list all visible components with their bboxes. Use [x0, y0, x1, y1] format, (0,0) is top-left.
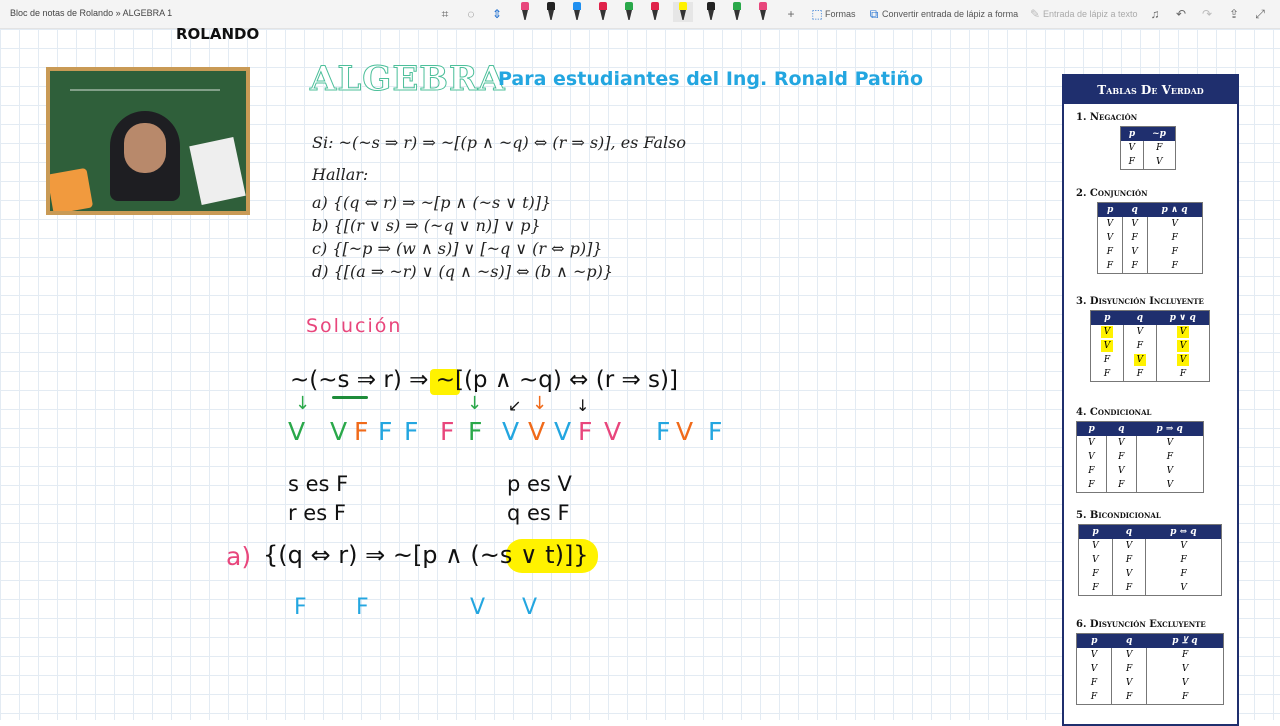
- table-cell: F: [1146, 553, 1222, 567]
- hallar-label: Hallar:: [312, 165, 369, 184]
- ink-to-text-label: Entrada de lápiz a texto: [1043, 9, 1138, 19]
- truth-value: F: [656, 417, 671, 446]
- pen-icon[interactable]: [650, 2, 660, 22]
- table-cell: F: [1122, 231, 1147, 245]
- table-cell: V: [1112, 676, 1147, 690]
- truth-value: F: [578, 417, 593, 446]
- a-expression: {(q ⇔ r) ⇒ ~[p ∧ (~s ∨ t)]}: [263, 541, 589, 569]
- table-cell: V: [1106, 436, 1136, 450]
- table-cell: F: [1077, 676, 1112, 690]
- table-row: [1077, 436, 1204, 450]
- truth-value: V: [288, 417, 306, 446]
- table-cell: F: [1147, 648, 1224, 662]
- arrow-down-icon: ↓: [295, 393, 311, 414]
- truth-value: F: [468, 417, 483, 446]
- note-canvas[interactable]: [0, 25, 1280, 720]
- table-header: p ∨ q: [1156, 311, 1209, 326]
- table-header: p ∧ q: [1147, 203, 1202, 218]
- table-cell: V: [1136, 436, 1203, 450]
- table-header: ~p: [1143, 127, 1175, 142]
- table-cell: V: [1091, 339, 1124, 353]
- pen-icon[interactable]: [546, 2, 556, 22]
- bicondicional-label: 5. Bicondicional: [1076, 510, 1161, 521]
- arrow-down-icon: ↙: [508, 396, 522, 415]
- header-subtitle: Para estudiantes del Ing. Ronald Patiño: [498, 68, 924, 90]
- table-row: [1098, 245, 1203, 259]
- table-cell: V: [1147, 217, 1202, 231]
- truth-value: F: [708, 417, 723, 446]
- table-cell: F: [1112, 690, 1147, 705]
- table-cell: F: [1156, 367, 1209, 382]
- condicional-label: 4. Condicional: [1076, 407, 1152, 418]
- disy-exc-label: 6. Disyunción Excluyente: [1076, 619, 1206, 630]
- condicional-table: [1076, 421, 1204, 493]
- table-header: p ⇒ q: [1136, 422, 1203, 437]
- truth-value: F: [404, 417, 419, 446]
- undo-icon[interactable]: ↶: [1175, 7, 1187, 21]
- table-row: [1077, 690, 1224, 705]
- arrow-down-icon: ↓: [467, 393, 483, 414]
- lasso-icon[interactable]: ◌: [467, 7, 475, 21]
- bicondicional-table: [1078, 524, 1222, 596]
- table-cell: V: [1077, 648, 1112, 662]
- table-cell: V: [1112, 567, 1146, 581]
- table-header: p: [1098, 203, 1123, 218]
- a-truth-value: V: [522, 595, 538, 620]
- add-space-icon[interactable]: ⇕: [491, 7, 503, 21]
- table-row: [1098, 259, 1203, 274]
- table-header: p ⇔ q: [1146, 525, 1222, 540]
- table-header: p: [1077, 422, 1107, 437]
- table-cell: F: [1098, 245, 1123, 259]
- pen-icon[interactable]: [520, 2, 530, 22]
- table-row: [1079, 539, 1222, 553]
- table-cell: F: [1147, 259, 1202, 274]
- solucion-heading: Solución: [306, 315, 403, 337]
- s-value: s es F: [288, 472, 349, 496]
- bell-icon[interactable]: ♫: [1150, 7, 1160, 21]
- shapes-label: Formas: [825, 9, 856, 19]
- table-cell: F: [1077, 464, 1107, 478]
- table-cell: V: [1112, 539, 1146, 553]
- table-row: [1077, 450, 1204, 464]
- arrow-down-icon: ↓: [576, 396, 590, 415]
- table-cell: F: [1123, 367, 1156, 382]
- a-truth-value: F: [294, 595, 307, 620]
- conjuncion-label: 2. Conjunción: [1076, 188, 1148, 199]
- table-row: [1077, 478, 1204, 493]
- share-icon[interactable]: ⇪: [1228, 7, 1240, 21]
- table-cell: V: [1112, 648, 1147, 662]
- pen-icon[interactable]: [673, 2, 693, 22]
- table-cell: V: [1077, 662, 1112, 676]
- table-header: q: [1112, 525, 1146, 540]
- truth-value: V: [554, 417, 572, 446]
- table-cell: F: [1098, 259, 1123, 274]
- negacion-label: 1. Negación: [1076, 112, 1138, 123]
- table-row: [1091, 339, 1210, 353]
- disy-exc-table: [1076, 633, 1224, 705]
- truth-value: V: [330, 417, 348, 446]
- disy-inc-table: [1090, 310, 1210, 382]
- table-cell: F: [1106, 450, 1136, 464]
- table-row: [1077, 648, 1224, 662]
- table-row: [1077, 676, 1224, 690]
- table-cell: V: [1146, 539, 1222, 553]
- pen-icon[interactable]: [732, 2, 742, 22]
- table-cell: V: [1098, 217, 1123, 231]
- ink-to-shape-button[interactable]: [866, 5, 1018, 23]
- p-value: p es V: [507, 472, 572, 496]
- pen-icon[interactable]: [598, 2, 608, 22]
- shapes-icon: ⬚: [811, 7, 823, 21]
- problem-b: b) {[(r ∨ s) ⇒ (~q ∨ n)] ∨ p}: [312, 216, 541, 235]
- table-cell: V: [1077, 436, 1107, 450]
- truth-tables-panel: [1062, 74, 1239, 726]
- pen-icon[interactable]: [706, 2, 716, 22]
- table-cell: V: [1077, 450, 1107, 464]
- table-cell: F: [1079, 567, 1113, 581]
- lasso-select-icon[interactable]: ⌗: [441, 7, 449, 21]
- table-header: p: [1077, 634, 1112, 649]
- table-cell: V: [1079, 553, 1113, 567]
- table-row: [1077, 662, 1224, 676]
- a-label: a): [226, 542, 252, 571]
- disy-inc-label: 3. Disyunción Incluyente: [1076, 296, 1204, 307]
- table-cell: V: [1136, 464, 1203, 478]
- table-cell: V: [1106, 464, 1136, 478]
- problem-c: c) {[~p ⇒ (w ∧ s)] ∨ [~q ∨ (r ⇔ p)]}: [312, 239, 603, 258]
- table-row: [1091, 367, 1210, 382]
- table-cell: F: [1147, 231, 1202, 245]
- handwritten-expression: ~(~s ⇒ r) ⇒ ~[(p ∧ ~q) ⇔ (r ⇒ s)]: [290, 367, 678, 393]
- ink-to-text-button[interactable]: [1027, 5, 1138, 23]
- arrow-down-icon: ↓: [532, 393, 548, 414]
- table-header: q: [1123, 311, 1156, 326]
- window-title: Bloc de notas de Rolando » ALGEBRA 1: [10, 8, 173, 18]
- table-cell: V: [1123, 353, 1156, 367]
- table-cell: F: [1147, 690, 1224, 705]
- table-row: [1077, 464, 1204, 478]
- table-header: p: [1121, 127, 1144, 142]
- table-cell: F: [1136, 450, 1203, 464]
- table-cell: F: [1091, 353, 1124, 367]
- truth-value: V: [528, 417, 546, 446]
- table-cell: V: [1147, 676, 1224, 690]
- q-value: q es F: [507, 501, 570, 525]
- underline-mark: [332, 396, 368, 399]
- table-row: [1121, 155, 1176, 170]
- redo-icon[interactable]: ↷: [1201, 7, 1213, 21]
- table-row: [1121, 141, 1176, 155]
- table-row: [1079, 567, 1222, 581]
- table-cell: V: [1123, 325, 1156, 339]
- table-cell: V: [1156, 339, 1209, 353]
- add-pen-icon[interactable]: +: [787, 7, 795, 21]
- table-cell: V: [1121, 141, 1144, 155]
- table-cell: F: [1079, 581, 1113, 596]
- fullscreen-icon[interactable]: ⤢: [1255, 7, 1265, 21]
- table-cell: V: [1091, 325, 1124, 339]
- table-header: q: [1112, 634, 1147, 649]
- table-cell: F: [1091, 367, 1124, 382]
- a-truth-value: F: [356, 595, 369, 620]
- table-cell: F: [1106, 478, 1136, 493]
- truth-value: F: [440, 417, 455, 446]
- table-cell: F: [1121, 155, 1144, 170]
- table-cell: F: [1123, 339, 1156, 353]
- table-header: p ⊻ q: [1147, 634, 1224, 649]
- table-cell: F: [1112, 581, 1146, 596]
- table-cell: V: [1156, 353, 1209, 367]
- ink-to-shape-label: Convertir entrada de lápiz a forma: [882, 9, 1019, 19]
- table-row: [1098, 217, 1203, 231]
- table-cell: V: [1098, 231, 1123, 245]
- table-cell: F: [1147, 245, 1202, 259]
- table-header: p: [1079, 525, 1113, 540]
- table-cell: V: [1146, 581, 1222, 596]
- truth-value: F: [378, 417, 393, 446]
- ink-to-shape-icon: ⧉: [869, 7, 879, 21]
- table-row: [1079, 553, 1222, 567]
- table-cell: F: [1146, 567, 1222, 581]
- table-cell: V: [1079, 539, 1113, 553]
- table-cell: V: [1122, 245, 1147, 259]
- truth-value: V: [502, 417, 520, 446]
- truth-value: V: [676, 417, 694, 446]
- table-row: [1091, 325, 1210, 339]
- table-cell: V: [1143, 155, 1175, 170]
- webcam-video: [46, 67, 250, 215]
- pen-icon[interactable]: [624, 2, 634, 22]
- table-cell: V: [1122, 217, 1147, 231]
- table-cell: F: [1122, 259, 1147, 274]
- algebra-logo: ALGEBRA: [310, 59, 506, 99]
- truth-value: F: [354, 417, 369, 446]
- table-header: p: [1091, 311, 1124, 326]
- problem-a: a) {(q ⇔ r) ⇒ ~[p ∧ (~s ∨ t)]}: [312, 193, 552, 212]
- problem-d: d) {[(a ⇒ ~r) ∨ (q ∧ ~s)] ⇔ (b ∧ ~p)}: [312, 262, 614, 281]
- table-row: [1098, 231, 1203, 245]
- table-header: q: [1106, 422, 1136, 437]
- video-name-label: ROLANDO: [176, 25, 260, 43]
- table-cell: V: [1136, 478, 1203, 493]
- truth-tables-title: Tablas De Verdad: [1064, 76, 1237, 104]
- problem-statement: Si: ~(~s ⇒ r) ⇒ ~[(p ∧ ~q) ⇔ (r ⇒ s)], es Falso: [312, 133, 686, 152]
- a-truth-value: V: [470, 595, 486, 620]
- table-cell: F: [1143, 141, 1175, 155]
- negacion-table: [1120, 126, 1176, 170]
- table-row: [1091, 353, 1210, 367]
- table-header: q: [1122, 203, 1147, 218]
- table-cell: F: [1077, 690, 1112, 705]
- shapes-button[interactable]: [809, 5, 856, 23]
- table-row: [1079, 581, 1222, 596]
- ink-to-text-icon: ✎: [1029, 7, 1041, 21]
- pen-icon[interactable]: [572, 2, 582, 22]
- table-cell: F: [1077, 478, 1107, 493]
- table-cell: V: [1147, 662, 1224, 676]
- r-value: r es F: [288, 501, 346, 525]
- truth-value: V: [604, 417, 622, 446]
- pen-icon[interactable]: [758, 2, 768, 22]
- conjuncion-table: [1097, 202, 1203, 274]
- table-cell: V: [1156, 325, 1209, 339]
- table-cell: F: [1112, 662, 1147, 676]
- table-cell: F: [1112, 553, 1146, 567]
